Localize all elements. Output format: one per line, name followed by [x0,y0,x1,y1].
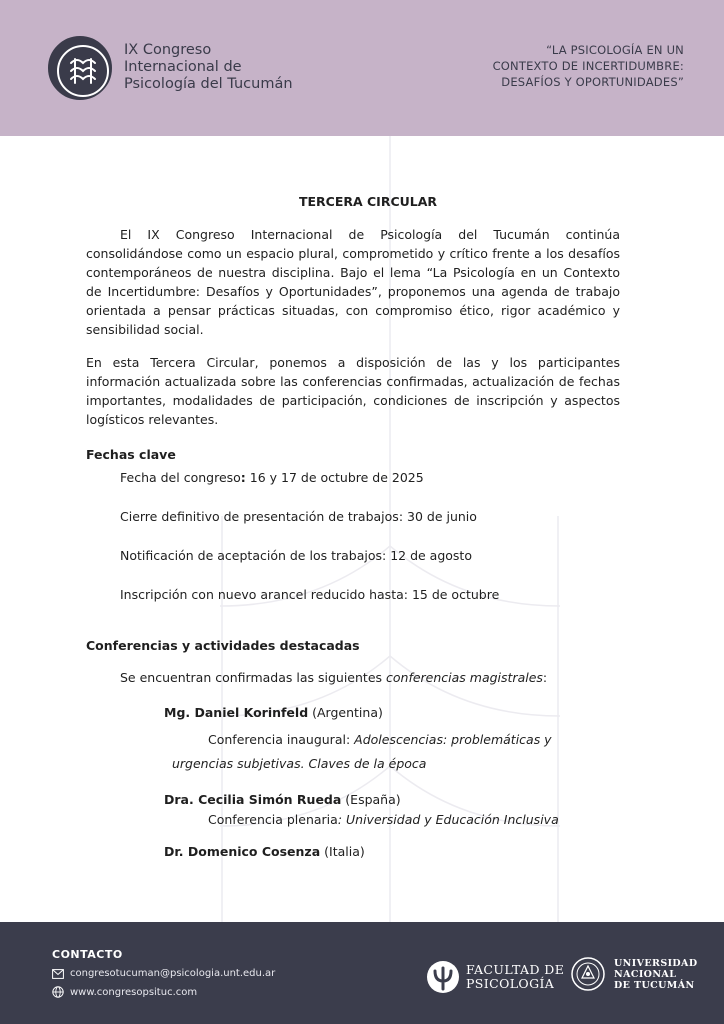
speaker-country: (España) [341,792,401,807]
university-logo [570,954,697,994]
contact-website[interactable] [52,986,197,998]
talk-title: urgencias subjetivas. Claves de la época [172,756,427,771]
faculty-logo [426,960,564,994]
intro-text: Se encuentran confirmadas las siguientes [120,670,386,685]
intro-italic: conferencias magistrales [386,670,543,685]
date-item-registration: Inscripción con nuevo arancel reducido hasta: 15 de octubre [120,587,500,602]
date-item-congress [120,468,620,487]
logo-pattern-icon [63,51,103,91]
talk-title: Adolescencias: problemáticas y [354,732,552,747]
university-seal-icon [570,954,606,994]
faculty-name-line: PSICOLOGÍA [466,976,555,991]
intro-end: : [542,670,548,685]
motto-line: CONTEXTO DE INCERTIDUMBRE: [492,59,684,73]
faculty-name-line: FACULTAD DE [466,962,565,977]
congress-logo-icon [48,36,112,100]
speaker-simon-rueda [164,790,620,809]
speaker-name: Mg. Daniel Korinfeld [164,705,309,720]
info-paragraph: En esta Tercera Circular, ponemos a disposición de las y los participantes información actualizada sobre las conferencias confirmadas, actualización de fechas importantes, modalidades de participación, condiciones de inscripción y aspectos logísticos relevantes. [86,355,620,427]
conferences-heading: Conferencias y actividades destacadas [86,638,360,653]
date-separator: : [240,470,246,485]
congress-name-line: Psicología del Tucumán [124,76,293,92]
contact-email[interactable] [52,968,275,979]
intro-paragraph: El IX Congreso Internacional de Psicología del Tucumán continúa consolidándose como un espacio plural, comprometido y crítico frente a los desafíos contemporáneos de nuestra disciplina. Bajo el lema “La Psicología en un Contexto de Incertidumbre: Desafíos y Oportunidades”, proponemos una agenda de trabajo orientada a pensar prácticas situadas, con compromiso ético, rigor académico y sensibilidad social. [86,227,620,337]
talk-title: : Universidad y Educación Inclusiva [337,812,559,827]
envelope-icon [52,969,64,979]
talk-plenary [208,809,620,830]
psi-emblem-icon [426,960,460,994]
footer-bar [0,922,724,1024]
conferences-intro [120,670,620,685]
document-body [86,190,620,861]
talk-type: Conferencia inaugural: [208,732,355,747]
congress-name-line: Internacional de [124,59,242,75]
talk-inaugural-continued [172,752,620,776]
university-name-line: UNIVERSIDAD [614,957,698,969]
congress-name [124,42,293,93]
globe-icon [52,986,64,998]
speaker-korinfeld [164,703,620,722]
page-title: TERCERA CIRCULAR [298,194,438,209]
key-dates-heading: Fechas clave [86,447,176,462]
congress-motto [493,42,684,90]
motto-line: “LA PSICOLOGÍA EN UN [546,43,684,57]
email-text[interactable]: congresotucuman@psicologia.unt.edu.ar [70,968,276,979]
talk-inaugural [208,728,620,752]
date-label: Fecha del congreso [120,470,241,485]
date-value: 16 y 17 de octubre de 2025 [245,470,424,485]
speaker-country: (Argentina) [308,705,383,720]
speaker-country: (Italia) [320,844,365,859]
faculty-name [466,963,564,991]
motto-line: DESAFÍOS Y OPORTUNIDADES” [501,75,684,89]
speaker-cosenza [164,842,620,861]
talk-type: Conferencia plenaria [208,812,338,827]
header-banner [0,0,724,136]
university-name-line: DE TUCUMÁN [614,979,695,991]
speaker-name: Dra. Cecilia Simón Rueda [164,792,342,807]
speaker-name: Dr. Domenico Cosenza [164,844,321,859]
website-text[interactable]: www.congresopsituc.com [70,986,198,998]
congress-name-line: IX Congreso [124,42,212,58]
logo-emblem [57,45,109,97]
university-name [614,958,697,991]
date-item-notification: Notificación de aceptación de los trabajos: 12 de agosto [120,548,472,563]
date-item-submission: Cierre definitivo de presentación de trabajos: 30 de junio [120,509,477,524]
university-name-line: NACIONAL [614,968,677,980]
contact-heading: CONTACTO [52,948,123,961]
